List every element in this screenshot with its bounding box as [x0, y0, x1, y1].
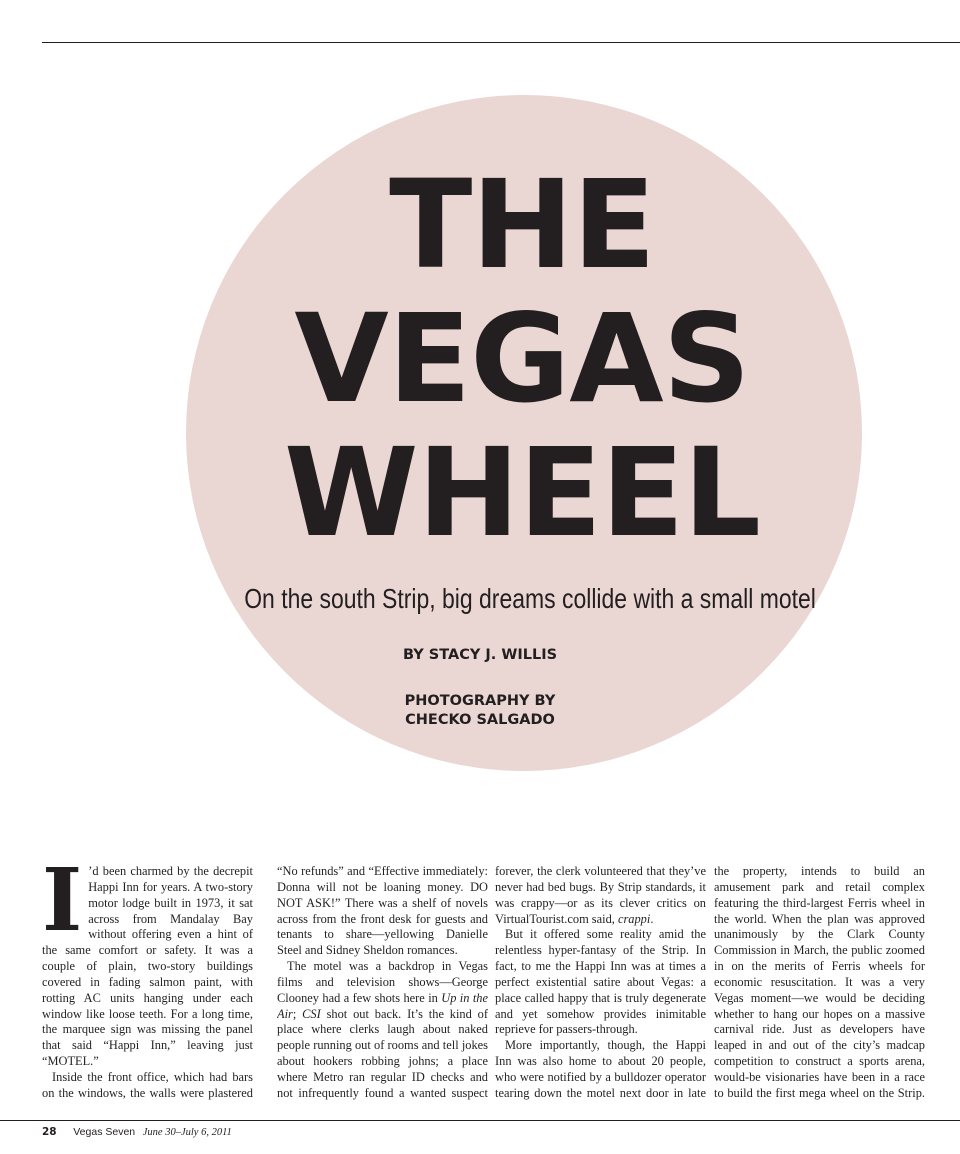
paragraph: More importantly, though, the Happi Inn was also home to about 20 people, who were notified by a bulldozer operator tearing down the motel next door in late — [495, 1038, 706, 1100]
drop-cap: I — [42, 864, 83, 951]
paragraph — [495, 864, 706, 927]
article-column-2 — [277, 864, 488, 1100]
text-run: . — [650, 911, 654, 926]
magazine-name: Vegas Seven — [73, 1126, 136, 1138]
italic-word: crappi — [617, 911, 651, 926]
page-number: 28 — [42, 1126, 57, 1138]
issue-date: June 30–July 6, 2011 — [142, 1127, 232, 1138]
paragraph: Inside the front office, which had bars on the windows, the walls were plastered — [42, 1069, 253, 1100]
text-run: shot out back. It’s the kind of place where clerks laugh about naked people running out of rooms and tell jokes about hookers robbing johns; a place where Metro ran regular ID checks and not infrequently found a wanted suspect — [277, 1006, 488, 1100]
show-title: CSI — [302, 1006, 321, 1021]
subheadline: On the south Strip, big dreams collide with a small motel — [244, 583, 816, 614]
byline: BY STACY J. WILLIS — [402, 647, 558, 663]
headline-line-1: THE — [389, 154, 655, 296]
paragraph: the property, intends to build an amusement park and retail complex featuring the third-largest Ferris wheel in the world. When the plan was approved unanimously by the Clark County Commission in March, the public zoomed in on the merits of Ferris wheels for economic resuscitation. It was a very Vegas moment—we would be deciding whether to hang our hopes on a massive carnival ride. Just as developers have leaped in and out of the city’s madcap competition to construct a sports arena, would-be visionaries have been in a race to build the first mega wheel on the Strip. — [714, 864, 925, 1100]
text-run: forever, the clerk volunteered that they’ve never had bed bugs. By Strip standards, it was crappy—or as its clever critics on VirtualTourist.com said, — [495, 864, 706, 926]
paragraph: But it offered some reality amid the relentless hyper-fantasy of the Strip. In fact, to me the Happi Inn was at times a perfect existential satire about Vegas: a place called happy that is truly degenerate and yet somehow provides inimitable reprieve for passers-through. — [495, 927, 706, 1037]
bottom-rule — [0, 1120, 960, 1121]
film-title: Up in the Air — [277, 990, 488, 1021]
headline-line-2: VEGAS — [294, 288, 750, 430]
headline-line-3: WHEEL — [283, 422, 761, 564]
page-footer — [42, 1125, 232, 1140]
paragraph — [277, 959, 488, 1100]
photo-credit-line-1: PHOTOGRAPHY BY — [404, 693, 556, 709]
top-rule — [42, 42, 960, 43]
article-column-1 — [42, 864, 253, 1100]
article-column-3 — [495, 864, 706, 1100]
text-run: ; — [292, 1006, 303, 1021]
text-run: The motel was a backdrop in Vegas films and television shows—George Clooney had a few shots here in — [277, 959, 488, 1005]
paragraph: “No refunds” and “Effective immediately: Donna will not be loaning money. DO NOT ASK!” There was a shelf of novels across from the front desk for guests and tenants to share—yellowing Danielle Steel and Sidney Sheldon romances. — [277, 864, 488, 958]
paragraph: ’d been charmed by the decrepit Happi Inn for years. A two-story motor lodge built in 1973, it sat across from Mandalay Bay without offering even a hint of the same comfort or safety. It was a couple of plain, two-story buildings covered in fading salmon paint, with rotting AC units hanging under each window like loose teeth. For a long time, the marquee sign was missing the panel that said “Happi Inn,” leaving just “MOTEL.” — [42, 864, 253, 1069]
photo-credit-line-2: CHECKO SALGADO — [405, 712, 555, 728]
article-column-4 — [714, 864, 925, 1100]
